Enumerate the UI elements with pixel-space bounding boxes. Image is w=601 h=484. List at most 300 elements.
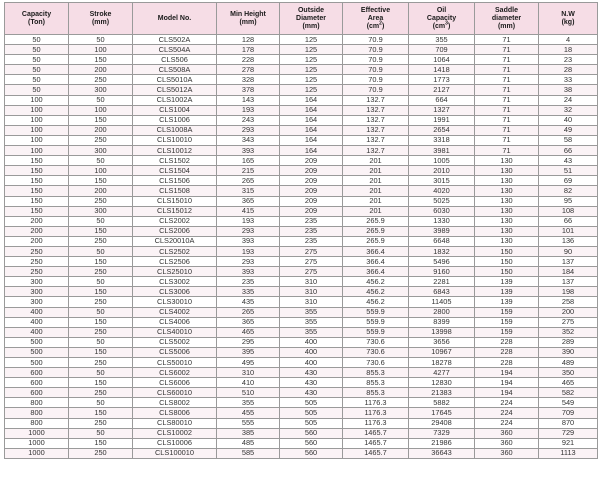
model-cell: CLS80010 <box>133 418 217 428</box>
min-height-cell: 455 <box>217 408 280 418</box>
oil-capacity-cell: 355 <box>409 35 475 45</box>
table-row <box>5 236 598 246</box>
table-row <box>5 277 598 287</box>
saddle-diameter-cell: 228 <box>475 337 539 347</box>
min-height-cell: 343 <box>217 135 280 145</box>
stroke-cell: 150 <box>69 226 133 236</box>
stroke-cell: 50 <box>69 398 133 408</box>
nw-cell: 137 <box>539 257 598 267</box>
outside-diameter-cell: 400 <box>280 337 343 347</box>
capacity-cell: 800 <box>5 418 69 428</box>
outside-diameter-cell: 275 <box>280 257 343 267</box>
stroke-cell: 100 <box>69 105 133 115</box>
oil-capacity-cell: 10967 <box>409 347 475 357</box>
min-height-cell: 178 <box>217 45 280 55</box>
model-cell: CLS60010 <box>133 388 217 398</box>
effective-area-cell: 559.9 <box>343 307 409 317</box>
min-height-cell: 485 <box>217 438 280 448</box>
stroke-cell: 250 <box>69 297 133 307</box>
min-height-cell: 465 <box>217 327 280 337</box>
stroke-cell: 250 <box>69 135 133 145</box>
outside-diameter-cell: 235 <box>280 226 343 236</box>
saddle-diameter-cell: 139 <box>475 297 539 307</box>
table-row <box>5 95 598 105</box>
min-height-cell: 293 <box>217 226 280 236</box>
capacity-cell: 150 <box>5 186 69 196</box>
model-cell: CLS1004 <box>133 105 217 115</box>
outside-diameter-cell: 400 <box>280 347 343 357</box>
min-height-cell: 393 <box>217 146 280 156</box>
capacity-cell: 150 <box>5 206 69 216</box>
min-height-cell: 365 <box>217 317 280 327</box>
stroke-cell: 150 <box>69 115 133 125</box>
saddle-diameter-cell: 194 <box>475 378 539 388</box>
outside-diameter-cell: 235 <box>280 236 343 246</box>
model-cell: CLS3006 <box>133 287 217 297</box>
table-row <box>5 196 598 206</box>
nw-cell: 40 <box>539 115 598 125</box>
model-cell: CLS8002 <box>133 398 217 408</box>
min-height-cell: 510 <box>217 388 280 398</box>
stroke-cell: 150 <box>69 438 133 448</box>
oil-capacity-cell: 17645 <box>409 408 475 418</box>
stroke-cell: 50 <box>69 368 133 378</box>
capacity-cell: 150 <box>5 196 69 206</box>
stroke-cell: 150 <box>69 257 133 267</box>
nw-cell: 921 <box>539 438 598 448</box>
min-height-cell: 495 <box>217 358 280 368</box>
nw-cell: 390 <box>539 347 598 357</box>
saddle-diameter-cell: 159 <box>475 307 539 317</box>
model-cell: CLS5002 <box>133 337 217 347</box>
table-row <box>5 216 598 226</box>
saddle-diameter-cell: 130 <box>475 226 539 236</box>
effective-area-cell: 132.7 <box>343 135 409 145</box>
oil-capacity-cell: 3981 <box>409 146 475 156</box>
model-cell: CLS8006 <box>133 408 217 418</box>
nw-header: N.W (kg) <box>539 3 598 35</box>
effective-area-cell: 1465.7 <box>343 438 409 448</box>
effective-area-cell: 132.7 <box>343 95 409 105</box>
saddle-diameter-cell: 71 <box>475 75 539 85</box>
stroke-cell: 250 <box>69 327 133 337</box>
model-cell: CLS5006 <box>133 347 217 357</box>
stroke-cell: 50 <box>69 246 133 256</box>
outside-diameter-cell: 560 <box>280 428 343 438</box>
table-row <box>5 65 598 75</box>
capacity-cell: 200 <box>5 236 69 246</box>
saddle-diameter-cell: 130 <box>475 166 539 176</box>
saddle-diameter-cell: 150 <box>475 267 539 277</box>
effective-area-cell: 132.7 <box>343 105 409 115</box>
outside-diameter-cell: 164 <box>280 115 343 125</box>
capacity-cell: 50 <box>5 65 69 75</box>
oil-capacity-cell: 21383 <box>409 388 475 398</box>
oil-capacity-cell: 1005 <box>409 156 475 166</box>
effective-area-cell: 201 <box>343 166 409 176</box>
table-row <box>5 226 598 236</box>
saddle-diameter-cell: 71 <box>475 95 539 105</box>
nw-cell: 184 <box>539 267 598 277</box>
model-cell: CLS100010 <box>133 448 217 458</box>
min-height-cell: 310 <box>217 368 280 378</box>
saddle-diameter-cell: 71 <box>475 135 539 145</box>
oil-capacity-unit: $(cm^3)$ <box>432 20 451 30</box>
stroke-cell: 50 <box>69 95 133 105</box>
saddle-diameter-cell: 150 <box>475 257 539 267</box>
stroke-cell: 150 <box>69 55 133 65</box>
saddle-diameter-cell: 71 <box>475 146 539 156</box>
saddle-diameter-cell: 194 <box>475 368 539 378</box>
nw-cell: 49 <box>539 125 598 135</box>
oil-capacity-cell: 6030 <box>409 206 475 216</box>
outside-diameter-cell: 310 <box>280 277 343 287</box>
oil-capacity-cell: 2010 <box>409 166 475 176</box>
saddle-diameter-cell: 360 <box>475 438 539 448</box>
capacity-cell: 50 <box>5 55 69 65</box>
min-height-header: Min Height (mm) <box>217 3 280 35</box>
oil-capacity-cell: 5882 <box>409 398 475 408</box>
stroke-cell: 50 <box>69 277 133 287</box>
oil-capacity-cell: 2281 <box>409 277 475 287</box>
capacity-cell: 400 <box>5 307 69 317</box>
capacity-cell: 250 <box>5 267 69 277</box>
saddle-diameter-cell: 224 <box>475 408 539 418</box>
model-cell: CLS502A <box>133 35 217 45</box>
capacity-cell: 400 <box>5 327 69 337</box>
capacity-header: Capacity (Ton) <box>5 3 69 35</box>
capacity-cell: 1000 <box>5 438 69 448</box>
table-row <box>5 186 598 196</box>
saddle-diameter-cell: 71 <box>475 55 539 65</box>
stroke-cell: 150 <box>69 347 133 357</box>
saddle-diameter-cell: 71 <box>475 85 539 95</box>
table-row <box>5 358 598 368</box>
effective-area-cell: 70.9 <box>343 85 409 95</box>
model-cell: CLS506 <box>133 55 217 65</box>
effective-area-cell: 366.4 <box>343 267 409 277</box>
table-row <box>5 388 598 398</box>
model-cell: CLS40010 <box>133 327 217 337</box>
capacity-cell: 600 <box>5 388 69 398</box>
stroke-cell: 250 <box>69 267 133 277</box>
model-header: Model No. <box>133 3 217 35</box>
model-cell: CLS1508 <box>133 186 217 196</box>
outside-diameter-cell: 209 <box>280 186 343 196</box>
capacity-cell: 100 <box>5 115 69 125</box>
nw-cell: 465 <box>539 378 598 388</box>
saddle-diameter-cell: 130 <box>475 196 539 206</box>
outside-diameter-cell: 505 <box>280 408 343 418</box>
effective-area-unit: $(cm^2)$ <box>366 20 385 30</box>
outside-diameter-cell: 430 <box>280 368 343 378</box>
effective-area-header: Effective Area $(cm^2)$ <box>343 3 409 35</box>
outside-diameter-cell: 355 <box>280 317 343 327</box>
table-row <box>5 85 598 95</box>
effective-area-cell: 1176.3 <box>343 398 409 408</box>
outside-diameter-cell: 209 <box>280 196 343 206</box>
model-cell: CLS2002 <box>133 216 217 226</box>
outside-diameter-cell: 125 <box>280 75 343 85</box>
model-cell: CLS5010A <box>133 75 217 85</box>
oil-capacity-cell: 11405 <box>409 297 475 307</box>
capacity-cell: 100 <box>5 105 69 115</box>
stroke-cell: 250 <box>69 236 133 246</box>
table-row <box>5 287 598 297</box>
model-cell: CLS15012 <box>133 206 217 216</box>
table-row <box>5 55 598 65</box>
effective-area-cell: 1465.7 <box>343 428 409 438</box>
capacity-cell: 150 <box>5 166 69 176</box>
effective-area-cell: 559.9 <box>343 327 409 337</box>
capacity-cell: 250 <box>5 257 69 267</box>
min-height-cell: 315 <box>217 186 280 196</box>
min-height-cell: 243 <box>217 115 280 125</box>
stroke-cell: 150 <box>69 378 133 388</box>
saddle-diameter-cell: 71 <box>475 115 539 125</box>
min-height-cell: 293 <box>217 125 280 135</box>
table-row <box>5 408 598 418</box>
effective-area-cell: 456.2 <box>343 297 409 307</box>
stroke-cell: 50 <box>69 307 133 317</box>
model-cell: CLS4006 <box>133 317 217 327</box>
outside-diameter-cell: 209 <box>280 156 343 166</box>
table-row <box>5 347 598 357</box>
effective-area-cell: 1465.7 <box>343 448 409 458</box>
capacity-cell: 150 <box>5 176 69 186</box>
stroke-cell: 150 <box>69 287 133 297</box>
table-row <box>5 297 598 307</box>
effective-area-cell: 265.9 <box>343 216 409 226</box>
model-cell: CLS6002 <box>133 368 217 378</box>
effective-area-cell: 265.9 <box>343 236 409 246</box>
stroke-cell: 250 <box>69 196 133 206</box>
nw-cell: 43 <box>539 156 598 166</box>
outside-diameter-cell: 560 <box>280 438 343 448</box>
nw-cell: 24 <box>539 95 598 105</box>
min-height-cell: 265 <box>217 307 280 317</box>
nw-cell: 95 <box>539 196 598 206</box>
model-cell: CLS20010A <box>133 236 217 246</box>
nw-cell: 4 <box>539 35 598 45</box>
table-row <box>5 156 598 166</box>
saddle-diameter-cell: 130 <box>475 176 539 186</box>
oil-capacity-cell: 6843 <box>409 287 475 297</box>
effective-area-cell: 70.9 <box>343 65 409 75</box>
effective-area-cell: 1176.3 <box>343 418 409 428</box>
outside-diameter-cell: 125 <box>280 65 343 75</box>
table-row <box>5 146 598 156</box>
nw-cell: 66 <box>539 216 598 226</box>
nw-cell: 108 <box>539 206 598 216</box>
saddle-diameter-cell: 130 <box>475 236 539 246</box>
outside-diameter-cell: 505 <box>280 418 343 428</box>
model-cell: CLS30010 <box>133 297 217 307</box>
outside-diameter-cell: 430 <box>280 388 343 398</box>
outside-diameter-cell: 275 <box>280 267 343 277</box>
min-height-cell: 295 <box>217 337 280 347</box>
capacity-cell: 500 <box>5 358 69 368</box>
capacity-cell: 50 <box>5 45 69 55</box>
oil-capacity-cell: 2800 <box>409 307 475 317</box>
model-cell: CLS10002 <box>133 428 217 438</box>
stroke-cell: 200 <box>69 65 133 75</box>
outside-diameter-cell: 310 <box>280 297 343 307</box>
stroke-cell: 100 <box>69 166 133 176</box>
spec-table-sheet <box>4 2 597 459</box>
table-row <box>5 105 598 115</box>
oil-capacity-cell: 4277 <box>409 368 475 378</box>
effective-area-cell: 730.6 <box>343 347 409 357</box>
nw-cell: 582 <box>539 388 598 398</box>
stroke-cell: 150 <box>69 317 133 327</box>
oil-capacity-cell: 29408 <box>409 418 475 428</box>
capacity-cell: 400 <box>5 317 69 327</box>
table-row <box>5 438 598 448</box>
saddle-diameter-cell: 224 <box>475 398 539 408</box>
outside-diameter-cell: 164 <box>280 95 343 105</box>
min-height-cell: 393 <box>217 236 280 246</box>
oil-capacity-cell: 1064 <box>409 55 475 65</box>
saddle-diameter-cell: 71 <box>475 65 539 75</box>
oil-capacity-cell: 7329 <box>409 428 475 438</box>
effective-area-cell: 1176.3 <box>343 408 409 418</box>
model-cell: CLS10012 <box>133 146 217 156</box>
stroke-cell: 50 <box>69 337 133 347</box>
capacity-cell: 250 <box>5 246 69 256</box>
effective-area-cell: 730.6 <box>343 358 409 368</box>
nw-cell: 870 <box>539 418 598 428</box>
saddle-diameter-cell: 130 <box>475 186 539 196</box>
outside-diameter-cell: 125 <box>280 55 343 65</box>
table-row <box>5 206 598 216</box>
nw-cell: 51 <box>539 166 598 176</box>
saddle-diameter-cell: 71 <box>475 35 539 45</box>
stroke-cell: 200 <box>69 186 133 196</box>
saddle-diameter-cell: 130 <box>475 216 539 226</box>
oil-capacity-cell: 1418 <box>409 65 475 75</box>
min-height-cell: 265 <box>217 176 280 186</box>
min-height-cell: 278 <box>217 65 280 75</box>
effective-area-cell: 132.7 <box>343 125 409 135</box>
stroke-cell: 250 <box>69 75 133 85</box>
model-cell: CLS10006 <box>133 438 217 448</box>
model-cell: CLS1002A <box>133 95 217 105</box>
effective-area-cell: 201 <box>343 176 409 186</box>
capacity-cell: 300 <box>5 277 69 287</box>
saddle-diameter-cell: 139 <box>475 287 539 297</box>
saddle-diameter-cell: 130 <box>475 156 539 166</box>
nw-cell: 18 <box>539 45 598 55</box>
oil-capacity-cell: 4020 <box>409 186 475 196</box>
nw-cell: 709 <box>539 408 598 418</box>
stroke-cell: 250 <box>69 388 133 398</box>
table-row <box>5 368 598 378</box>
effective-area-cell: 70.9 <box>343 55 409 65</box>
capacity-cell: 600 <box>5 368 69 378</box>
saddle-diameter-cell: 130 <box>475 206 539 216</box>
table-row <box>5 418 598 428</box>
nw-cell: 33 <box>539 75 598 85</box>
nw-cell: 101 <box>539 226 598 236</box>
outside-diameter-cell: 505 <box>280 398 343 408</box>
capacity-cell: 100 <box>5 135 69 145</box>
outside-diameter-cell: 209 <box>280 176 343 186</box>
effective-area-cell: 855.3 <box>343 368 409 378</box>
nw-cell: 549 <box>539 398 598 408</box>
min-height-cell: 335 <box>217 287 280 297</box>
min-height-cell: 555 <box>217 418 280 428</box>
min-height-cell: 385 <box>217 428 280 438</box>
min-height-cell: 365 <box>217 196 280 206</box>
capacity-cell: 300 <box>5 297 69 307</box>
model-cell: CLS2006 <box>133 226 217 236</box>
model-cell: CLS6006 <box>133 378 217 388</box>
table-row <box>5 337 598 347</box>
table-row <box>5 257 598 267</box>
saddle-diameter-cell: 228 <box>475 358 539 368</box>
effective-area-cell: 201 <box>343 196 409 206</box>
model-cell: CLS25010 <box>133 267 217 277</box>
saddle-diameter-cell: 360 <box>475 448 539 458</box>
min-height-cell: 128 <box>217 35 280 45</box>
model-cell: CLS2506 <box>133 257 217 267</box>
table-row <box>5 35 598 45</box>
stroke-header: Stroke (mm) <box>69 3 133 35</box>
oil-capacity-cell: 36643 <box>409 448 475 458</box>
outside-diameter-cell: 275 <box>280 246 343 256</box>
oil-capacity-cell: 3318 <box>409 135 475 145</box>
table-row <box>5 135 598 145</box>
oil-capacity-cell: 12830 <box>409 378 475 388</box>
stroke-cell: 150 <box>69 408 133 418</box>
effective-area-cell: 201 <box>343 206 409 216</box>
oil-capacity-cell: 6648 <box>409 236 475 246</box>
nw-cell: 200 <box>539 307 598 317</box>
capacity-cell: 800 <box>5 408 69 418</box>
effective-area-cell: 855.3 <box>343 388 409 398</box>
oil-capacity-cell: 18278 <box>409 358 475 368</box>
oil-capacity-cell: 13998 <box>409 327 475 337</box>
min-height-cell: 228 <box>217 55 280 65</box>
outside-diameter-cell: 355 <box>280 307 343 317</box>
min-height-cell: 410 <box>217 378 280 388</box>
effective-area-cell: 70.9 <box>343 75 409 85</box>
table-row <box>5 267 598 277</box>
min-height-cell: 235 <box>217 277 280 287</box>
oil-capacity-cell: 3015 <box>409 176 475 186</box>
nw-cell: 489 <box>539 358 598 368</box>
capacity-cell: 200 <box>5 216 69 226</box>
oil-capacity-header: Oil Capacity $(cm^3)$ <box>409 3 475 35</box>
model-cell: CLS50010 <box>133 358 217 368</box>
capacity-cell: 50 <box>5 85 69 95</box>
capacity-cell: 150 <box>5 156 69 166</box>
min-height-cell: 193 <box>217 105 280 115</box>
saddle-diameter-cell: 360 <box>475 428 539 438</box>
nw-cell: 352 <box>539 327 598 337</box>
outside-diameter-cell: 209 <box>280 166 343 176</box>
outside-diameter-cell: 164 <box>280 135 343 145</box>
nw-cell: 23 <box>539 55 598 65</box>
oil-capacity-cell: 1773 <box>409 75 475 85</box>
effective-area-cell: 559.9 <box>343 317 409 327</box>
capacity-cell: 800 <box>5 398 69 408</box>
stroke-cell: 50 <box>69 428 133 438</box>
effective-area-cell: 132.7 <box>343 146 409 156</box>
effective-area-cell: 366.4 <box>343 257 409 267</box>
nw-cell: 350 <box>539 368 598 378</box>
